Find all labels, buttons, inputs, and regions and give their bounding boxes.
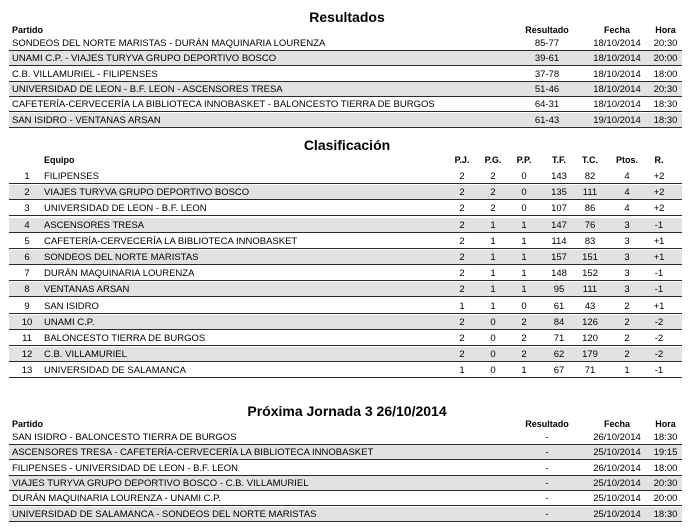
standings-r: -2 <box>654 349 664 361</box>
standings-team: VENTANAS ARSAN <box>44 284 130 296</box>
standings-tc: 179 <box>582 349 598 361</box>
standings-pts: 2 <box>624 333 630 344</box>
standings-pts: 1 <box>624 365 630 377</box>
standings-tf: 148 <box>551 268 567 280</box>
standings-row <box>9 315 682 330</box>
match-teams: VIAJES TURYVA GRUPO DEPORTIVO BOSCO - C.B. VILLAMURIEL <box>12 477 309 489</box>
standings-tf: 67 <box>553 365 565 377</box>
standings-pp: 1 <box>521 235 527 247</box>
match-date: 25/10/2014 <box>593 447 641 459</box>
standings-pj: 2 <box>459 203 465 215</box>
standings-pg: 2 <box>490 187 496 199</box>
match-teams: CAFETERÍA-CERVECERÍA LA BIBLIOTECA INNOBASKET - BALONCESTO TIERRA DE BURGOS <box>12 99 435 111</box>
standings-pg: 2 <box>490 203 496 215</box>
standings-r: -2 <box>654 316 664 328</box>
standings-pp: 1 <box>521 365 527 377</box>
standings-r: +1 <box>653 300 665 312</box>
standings-row <box>9 201 682 216</box>
standings-pj: 2 <box>459 316 465 328</box>
match-row <box>9 476 682 491</box>
match-row <box>9 36 682 51</box>
standings-r: -2 <box>654 333 664 344</box>
match-hour: 18:00 <box>653 68 678 80</box>
match-hour: 18:30 <box>653 508 678 520</box>
standings-r: -1 <box>654 284 664 296</box>
next-round-header-hour: Hora <box>655 419 676 429</box>
match-hour: 20:30 <box>653 38 678 49</box>
standings-tf: 114 <box>551 235 567 247</box>
standings-pj: 2 <box>459 171 465 182</box>
standings-tf: 157 <box>551 252 567 263</box>
standings-row <box>9 169 682 184</box>
standings-position: 9 <box>24 300 30 312</box>
match-teams: UNAMI C.P. - VIAJES TURYVA GRUPO DEPORTIVO BOSCO <box>12 53 277 65</box>
standings-position: 10 <box>21 316 33 328</box>
standings-tc: 86 <box>584 203 596 215</box>
standings-pg: 1 <box>490 284 496 296</box>
results-header-result: Resultado <box>525 25 569 35</box>
match-date: 26/10/2014 <box>593 462 641 474</box>
match-hour: 18:30 <box>653 432 678 443</box>
match-row <box>9 507 682 522</box>
match-hour: 20:00 <box>653 493 678 505</box>
match-result: - <box>545 447 549 459</box>
match-row <box>9 461 682 476</box>
standings-pp: 0 <box>521 187 527 199</box>
standings-pj: 2 <box>459 349 465 361</box>
standings-tf: 107 <box>551 203 567 215</box>
standings-r: +2 <box>653 203 665 215</box>
standings-tc: 111 <box>582 284 598 296</box>
standings-header-pts: Ptos. <box>615 155 638 165</box>
match-row <box>9 445 682 460</box>
standings-row <box>9 282 682 297</box>
standings-pp: 0 <box>521 300 527 312</box>
match-teams: UNIVERSIDAD DE SALAMANCA - SONDEOS DEL NORTE MARISTAS <box>12 508 317 520</box>
match-hour: 20:30 <box>653 477 678 489</box>
standings-team: C.B. VILLAMURIEL <box>44 349 127 361</box>
standings-header-tc: T.C. <box>581 155 598 165</box>
standings-pj: 2 <box>459 252 465 263</box>
match-date: 26/10/2014 <box>593 432 641 443</box>
standings-pj: 2 <box>459 333 465 344</box>
standings-pg: 0 <box>490 365 496 377</box>
standings-r: -1 <box>654 268 664 280</box>
match-result: 64-31 <box>534 99 560 111</box>
standings-pp: 2 <box>521 349 527 361</box>
standings-tf: 61 <box>553 300 565 312</box>
standings-position: 2 <box>24 187 30 199</box>
standings-pp: 0 <box>521 171 527 182</box>
standings-position: 6 <box>24 252 30 263</box>
standings-pg: 0 <box>490 316 496 328</box>
standings-pp: 0 <box>521 203 527 215</box>
standings-row <box>9 331 682 346</box>
standings-pj: 1 <box>459 365 465 377</box>
standings-position: 4 <box>24 219 30 231</box>
standings-pp: 1 <box>521 252 527 263</box>
standings-team: VIAJES TURYVA GRUPO DEPORTIVO BOSCO <box>44 187 250 199</box>
match-hour: 19:15 <box>653 447 678 459</box>
standings-r: +2 <box>653 187 665 199</box>
standings-tc: 43 <box>584 300 596 312</box>
results-header-hour: Hora <box>655 25 676 35</box>
standings-pg: 1 <box>490 268 496 280</box>
standings-pg: 2 <box>490 171 496 182</box>
standings-tf: 84 <box>553 316 565 328</box>
match-row <box>9 51 682 66</box>
match-teams: SONDEOS DEL NORTE MARISTAS - DURÁN MAQUINARIA LOURENZA <box>12 38 326 49</box>
standings-position: 12 <box>21 349 33 361</box>
standings-pts: 4 <box>624 187 630 199</box>
standings-row <box>9 185 682 200</box>
standings-row <box>9 234 682 249</box>
standings-r: +1 <box>653 235 665 247</box>
standings-pj: 1 <box>459 300 465 312</box>
standings-pts: 3 <box>624 284 630 296</box>
match-teams: ASCENSORES TRESA - CAFETERÍA-CERVECERÍA LA BIBLIOTECA INNOBASKET <box>12 447 374 459</box>
standings-pg: 0 <box>490 349 496 361</box>
standings-team: UNIVERSIDAD DE SALAMANCA <box>44 365 187 377</box>
standings-pp: 2 <box>521 333 527 344</box>
standings-position: 13 <box>21 365 33 377</box>
match-row <box>9 491 682 506</box>
standings-position: 3 <box>24 203 30 215</box>
match-teams: FILIPENSES - UNIVERSIDAD DE LEON - B.F. LEON <box>12 462 238 474</box>
standings-pg: 0 <box>490 333 496 344</box>
match-row <box>9 97 682 112</box>
standings-team: ASCENSORES TRESA <box>44 219 145 231</box>
standings-row <box>9 250 682 265</box>
match-result: - <box>545 462 549 474</box>
standings-tc: 82 <box>584 171 596 182</box>
standings-position: 11 <box>22 333 32 344</box>
standings-row <box>9 299 682 314</box>
standings-team: BALONCESTO TIERRA DE BURGOS <box>44 333 206 344</box>
next-round-header-result: Resultado <box>525 419 569 429</box>
match-teams: DURÁN MAQUINARIA LOURENZA - UNAMI C.P. <box>12 493 221 505</box>
match-date: 25/10/2014 <box>593 508 641 520</box>
standings-tf: 62 <box>553 349 565 361</box>
standings-tc: 76 <box>584 219 596 231</box>
results-header-match: Partido <box>12 25 44 35</box>
standings-pj: 2 <box>459 235 465 247</box>
standings-team: DURÁN MAQUINARIA LOURENZA <box>44 268 195 280</box>
standings-position: 1 <box>24 171 30 182</box>
standings-pg: 1 <box>490 300 496 312</box>
match-date: 25/10/2014 <box>593 477 641 489</box>
standings-tc: 71 <box>584 365 596 377</box>
match-date: 18/10/2014 <box>593 38 641 49</box>
standings-header-team: Equipo <box>44 155 75 165</box>
match-row <box>9 82 682 97</box>
standings-pp: 2 <box>521 316 527 328</box>
standings-team: SAN ISIDRO <box>44 300 99 312</box>
standings-pts: 2 <box>624 300 630 312</box>
match-row <box>9 113 682 128</box>
standings-pp: 1 <box>521 268 527 280</box>
match-hour: 20:30 <box>653 83 678 95</box>
standings-tc: 151 <box>582 252 598 263</box>
match-row <box>9 430 682 445</box>
standings-header-pj: P.J. <box>454 155 470 165</box>
standings-row <box>9 347 682 362</box>
match-result: - <box>545 477 549 489</box>
standings-pts: 3 <box>624 219 630 231</box>
standings-team: CAFETERÍA-CERVECERÍA LA BIBLIOTECA INNOBASKET <box>44 235 298 247</box>
match-result: - <box>545 508 549 520</box>
standings-pp: 1 <box>521 219 527 231</box>
standings-tc: 120 <box>582 333 598 344</box>
match-result: 39-61 <box>534 53 560 65</box>
match-result: - <box>545 432 549 443</box>
match-result: 85-77 <box>534 38 560 49</box>
match-date: 18/10/2014 <box>593 83 641 95</box>
standings-pts: 4 <box>624 203 630 215</box>
match-teams: C.B. VILLAMURIEL - FILIPENSES <box>12 68 158 80</box>
standings-pg: 1 <box>490 219 496 231</box>
standings-row <box>9 266 682 281</box>
standings-pj: 2 <box>459 268 465 280</box>
standings-tc: 126 <box>582 316 598 328</box>
standings-pg: 1 <box>490 235 496 247</box>
results-header-date: Fecha <box>603 25 630 35</box>
next-round-title: Próxima Jornada 3 26/10/2014 <box>247 403 447 419</box>
standings-team: FILIPENSES <box>44 171 99 182</box>
standings-pj: 2 <box>459 284 465 296</box>
match-hour: 18:30 <box>653 99 678 111</box>
match-teams: SAN ISIDRO - BALONCESTO TIERRA DE BURGOS <box>12 432 237 443</box>
standings-tf: 147 <box>551 219 567 231</box>
standings-header-pg: P.G. <box>484 155 502 165</box>
standings-position: 8 <box>24 284 30 296</box>
match-teams: UNIVERSIDAD DE LEON - B.F. LEON - ASCENSORES TRESA <box>12 83 283 95</box>
match-hour: 18:00 <box>653 462 678 474</box>
standings-header-r: R. <box>654 155 664 165</box>
results-header <box>0 24 694 36</box>
next-round-header-match: Partido <box>12 419 44 429</box>
standings-header-tf: T.F. <box>551 155 566 165</box>
match-result: 37-78 <box>534 68 560 80</box>
standings-pj: 2 <box>459 187 465 199</box>
next-round-header-date: Fecha <box>603 419 630 429</box>
standings-row <box>9 363 682 378</box>
match-row <box>9 67 682 82</box>
match-hour: 20:00 <box>653 53 678 65</box>
standings-r: +1 <box>653 252 665 263</box>
match-date: 25/10/2014 <box>593 493 641 505</box>
match-result: 51-46 <box>534 83 560 95</box>
standings-pp: 1 <box>521 284 527 296</box>
standings-tc: 83 <box>584 235 596 247</box>
standings-row <box>9 218 682 233</box>
match-date: 18/10/2014 <box>593 53 641 65</box>
match-result: - <box>545 493 549 505</box>
standings-title: Clasificación <box>303 137 391 153</box>
standings-tf: 71 <box>553 333 565 344</box>
standings-pts: 3 <box>624 235 630 247</box>
match-hour: 18:30 <box>653 114 678 126</box>
match-date: 18/10/2014 <box>593 99 641 111</box>
standings-tc: 152 <box>582 268 598 280</box>
standings-pts: 4 <box>624 171 630 182</box>
standings-pts: 3 <box>624 252 630 263</box>
standings-pj: 2 <box>459 219 465 231</box>
standings-r: -1 <box>654 365 664 377</box>
match-date: 19/10/2014 <box>593 114 641 126</box>
standings-team: UNAMI C.P. <box>44 316 95 328</box>
standings-tc: 111 <box>582 187 598 199</box>
standings-team: SONDEOS DEL NORTE MARISTAS <box>44 252 199 263</box>
results-title: Resultados <box>309 9 385 25</box>
standings-tf: 95 <box>553 284 565 296</box>
next-round-header <box>0 418 694 430</box>
standings-r: -1 <box>654 219 664 231</box>
standings-tf: 143 <box>551 171 567 182</box>
match-teams: SAN ISIDRO - VENTANAS ARSAN <box>12 114 161 126</box>
standings-pg: 1 <box>490 252 496 263</box>
standings-position: 7 <box>24 268 30 280</box>
standings-team: UNIVERSIDAD DE LEON - B.F. LEON <box>44 203 207 215</box>
standings-tf: 135 <box>551 187 567 199</box>
standings-r: +2 <box>653 171 665 182</box>
standings-pts: 3 <box>624 268 630 280</box>
match-result: 61-43 <box>534 114 560 126</box>
standings-pts: 2 <box>624 316 630 328</box>
standings-pts: 2 <box>624 349 630 361</box>
standings-header-pp: P.P. <box>516 155 532 165</box>
match-date: 18/10/2014 <box>593 68 641 80</box>
standings-header <box>0 154 694 166</box>
standings-position: 5 <box>24 235 30 247</box>
